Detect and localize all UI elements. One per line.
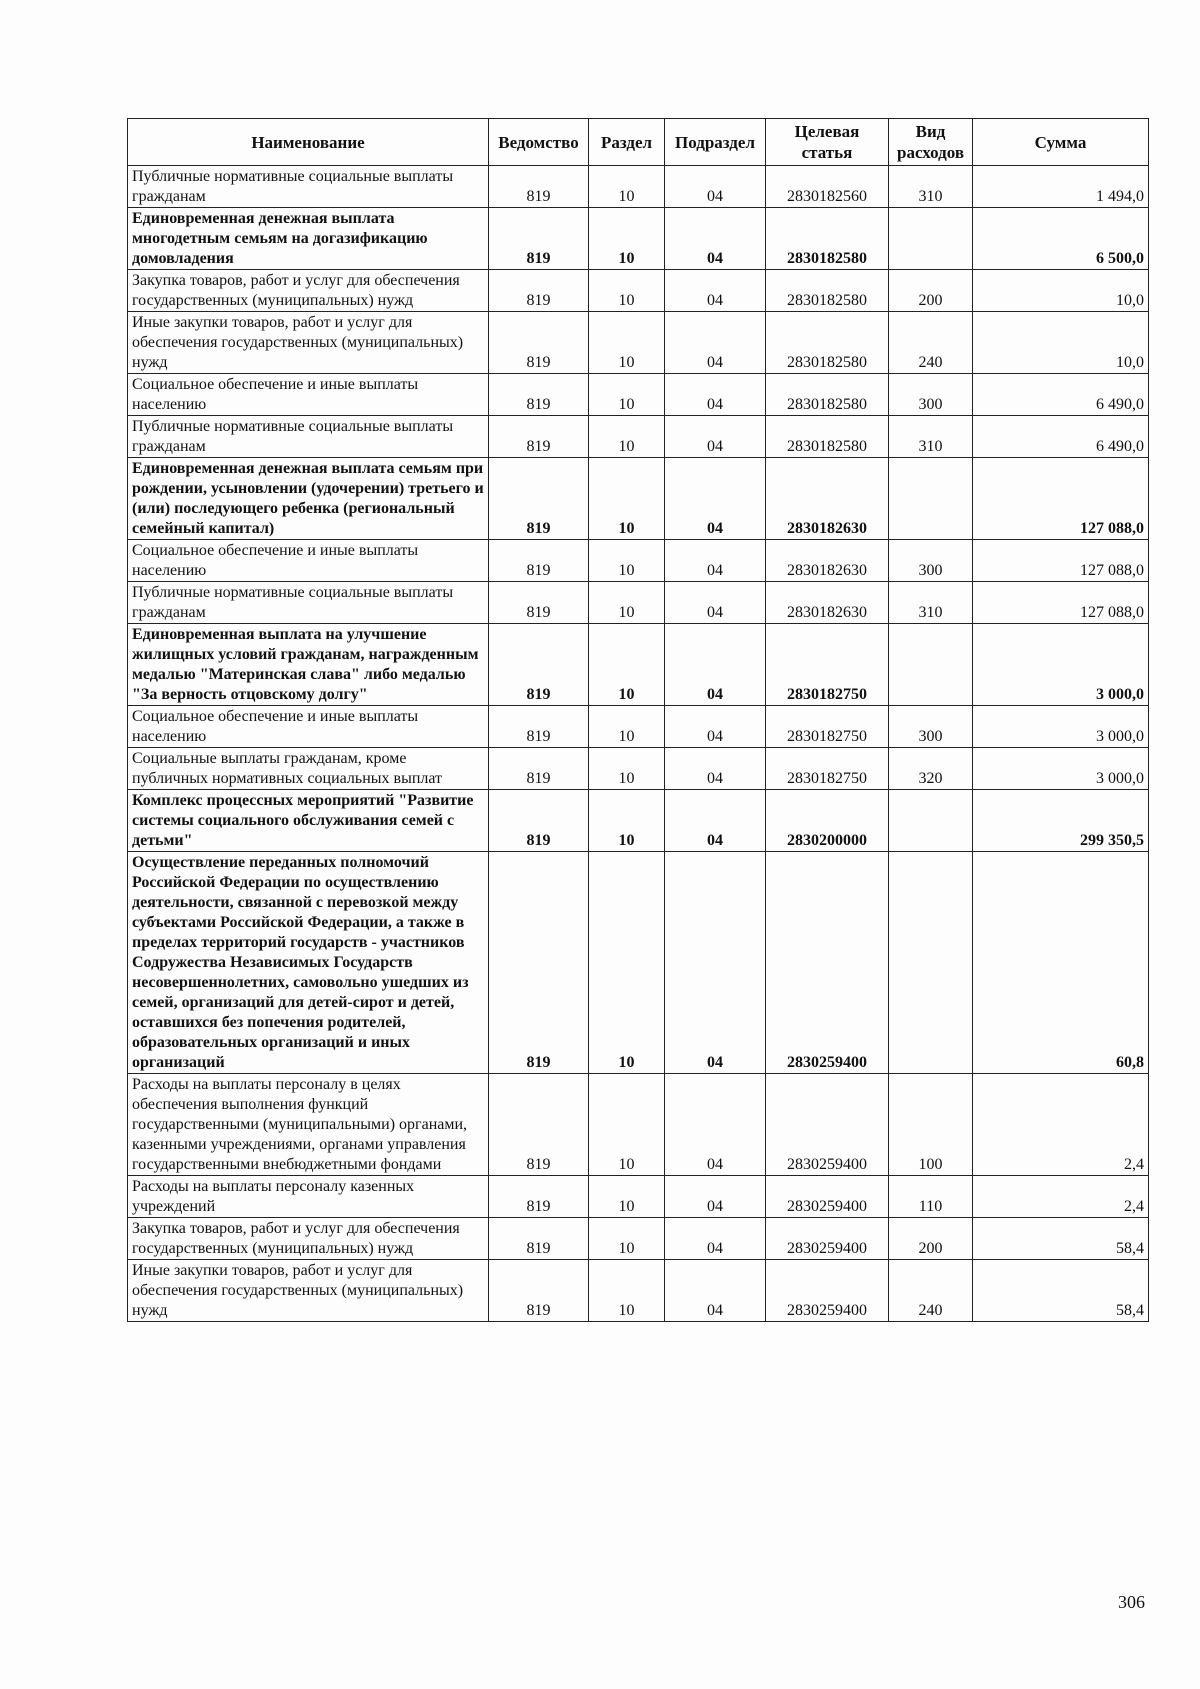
header-row bbox=[128, 119, 1149, 166]
table-row bbox=[128, 1260, 1149, 1322]
cell-razdel: 10 bbox=[589, 270, 665, 312]
cell-razdel: 10 bbox=[589, 790, 665, 852]
cell-summa: 60,8 bbox=[973, 852, 1149, 1074]
cell-vid-rashodov: 200 bbox=[889, 1218, 973, 1260]
cell-razdel: 10 bbox=[589, 852, 665, 1074]
page-number: 306 bbox=[1118, 1592, 1145, 1612]
cell-name: Комплекс процессных мероприятий "Развитие системы социального обслуживания семей с детьми" bbox=[128, 790, 489, 852]
table-row bbox=[128, 540, 1149, 582]
cell-celevaya-statya: 2830182750 bbox=[766, 748, 889, 790]
cell-name: Иные закупки товаров, работ и услуг для обеспечения государственных (муниципальных) нужд bbox=[128, 1260, 489, 1322]
table-row bbox=[128, 458, 1149, 540]
cell-razdel: 10 bbox=[589, 1074, 665, 1176]
cell-celevaya-statya: 2830182580 bbox=[766, 312, 889, 374]
cell-name: Расходы на выплаты персоналу в целях обеспечения выполнения функций государственными (муниципальными) органами, казенными учреждениями, органами управления государственными внебюджетными фондами bbox=[128, 1074, 489, 1176]
cell-celevaya-statya: 2830182580 bbox=[766, 416, 889, 458]
cell-summa: 3 000,0 bbox=[973, 624, 1149, 706]
cell-razdel: 10 bbox=[589, 458, 665, 540]
cell-celevaya-statya: 2830182630 bbox=[766, 458, 889, 540]
table-row bbox=[128, 1074, 1149, 1176]
cell-razdel: 10 bbox=[589, 624, 665, 706]
cell-summa: 127 088,0 bbox=[973, 540, 1149, 582]
cell-vid-rashodov: 300 bbox=[889, 706, 973, 748]
cell-vid-rashodov: 200 bbox=[889, 270, 973, 312]
cell-name: Закупка товаров, работ и услуг для обеспечения государственных (муниципальных) нужд bbox=[128, 1218, 489, 1260]
cell-podrazdel: 04 bbox=[665, 748, 766, 790]
cell-name: Осуществление переданных полномочий Российской Федерации по осуществлению деятельности, связанной с перевозкой между субъектами Российской Федерации, а также в пределах территорий государств - участников Содружества Независимых Государств несовершеннолетних, самовольно ушедших из семей, организаций для детей-сирот и детей, оставшихся без попечения родителей, образовательных организаций и иных организаций bbox=[128, 852, 489, 1074]
cell-vedomstvo: 819 bbox=[489, 790, 589, 852]
cell-vid-rashodov: 300 bbox=[889, 540, 973, 582]
cell-name: Единовременная денежная выплата многодетным семьям на догазификацию домовладения bbox=[128, 208, 489, 270]
cell-podrazdel: 04 bbox=[665, 270, 766, 312]
cell-name: Единовременная денежная выплата семьям при рождении, усыновлении (удочерении) третьего и (или) последующего ребенка (региональный семейный капитал) bbox=[128, 458, 489, 540]
cell-name: Расходы на выплаты персоналу казенных учреждений bbox=[128, 1176, 489, 1218]
cell-vid-rashodov: 310 bbox=[889, 416, 973, 458]
cell-vedomstvo: 819 bbox=[489, 166, 589, 208]
cell-celevaya-statya: 2830200000 bbox=[766, 790, 889, 852]
header-name: Наименование bbox=[128, 119, 489, 166]
cell-celevaya-statya: 2830259400 bbox=[766, 1260, 889, 1322]
budget-table bbox=[127, 118, 1149, 1322]
cell-name: Социальное обеспечение и иные выплаты населению bbox=[128, 540, 489, 582]
cell-celevaya-statya: 2830182750 bbox=[766, 624, 889, 706]
cell-vedomstvo: 819 bbox=[489, 1218, 589, 1260]
table-row bbox=[128, 312, 1149, 374]
cell-razdel: 10 bbox=[589, 540, 665, 582]
table-row bbox=[128, 416, 1149, 458]
cell-celevaya-statya: 2830182580 bbox=[766, 270, 889, 312]
cell-summa: 58,4 bbox=[973, 1260, 1149, 1322]
cell-name: Публичные нормативные социальные выплаты гражданам bbox=[128, 582, 489, 624]
cell-vid-rashodov: 240 bbox=[889, 312, 973, 374]
cell-summa: 1 494,0 bbox=[973, 166, 1149, 208]
cell-summa: 10,0 bbox=[973, 312, 1149, 374]
cell-vedomstvo: 819 bbox=[489, 270, 589, 312]
cell-summa: 2,4 bbox=[973, 1176, 1149, 1218]
cell-podrazdel: 04 bbox=[665, 208, 766, 270]
cell-name: Социальные выплаты гражданам, кроме публичных нормативных социальных выплат bbox=[128, 748, 489, 790]
cell-razdel: 10 bbox=[589, 748, 665, 790]
cell-celevaya-statya: 2830182630 bbox=[766, 582, 889, 624]
cell-name: Публичные нормативные социальные выплаты гражданам bbox=[128, 166, 489, 208]
cell-celevaya-statya: 2830182580 bbox=[766, 208, 889, 270]
cell-celevaya-statya: 2830182750 bbox=[766, 706, 889, 748]
cell-vedomstvo: 819 bbox=[489, 624, 589, 706]
cell-name: Социальное обеспечение и иные выплаты населению bbox=[128, 374, 489, 416]
cell-podrazdel: 04 bbox=[665, 166, 766, 208]
cell-razdel: 10 bbox=[589, 312, 665, 374]
cell-summa: 299 350,5 bbox=[973, 790, 1149, 852]
cell-razdel: 10 bbox=[589, 1218, 665, 1260]
cell-vedomstvo: 819 bbox=[489, 416, 589, 458]
cell-vedomstvo: 819 bbox=[489, 706, 589, 748]
cell-razdel: 10 bbox=[589, 1260, 665, 1322]
cell-vedomstvo: 819 bbox=[489, 748, 589, 790]
cell-summa: 6 500,0 bbox=[973, 208, 1149, 270]
cell-podrazdel: 04 bbox=[665, 458, 766, 540]
cell-vid-rashodov: 110 bbox=[889, 1176, 973, 1218]
cell-vid-rashodov: 310 bbox=[889, 166, 973, 208]
table-row bbox=[128, 166, 1149, 208]
table-row bbox=[128, 208, 1149, 270]
cell-vedomstvo: 819 bbox=[489, 582, 589, 624]
cell-vedomstvo: 819 bbox=[489, 374, 589, 416]
cell-vid-rashodov: 300 bbox=[889, 374, 973, 416]
cell-vid-rashodov: 240 bbox=[889, 1260, 973, 1322]
cell-podrazdel: 04 bbox=[665, 1218, 766, 1260]
table-row bbox=[128, 706, 1149, 748]
header-podrazdel: Подраздел bbox=[665, 119, 766, 166]
header-celevaya-statya: Целевая статья bbox=[766, 119, 889, 166]
cell-name: Публичные нормативные социальные выплаты гражданам bbox=[128, 416, 489, 458]
cell-celevaya-statya: 2830182560 bbox=[766, 166, 889, 208]
cell-razdel: 10 bbox=[589, 416, 665, 458]
cell-podrazdel: 04 bbox=[665, 416, 766, 458]
cell-celevaya-statya: 2830259400 bbox=[766, 1176, 889, 1218]
header-vedomstvo: Ведомство bbox=[489, 119, 589, 166]
table-row bbox=[128, 852, 1149, 1074]
cell-podrazdel: 04 bbox=[665, 582, 766, 624]
table-row bbox=[128, 748, 1149, 790]
cell-razdel: 10 bbox=[589, 166, 665, 208]
cell-vid-rashodov: 320 bbox=[889, 748, 973, 790]
cell-celevaya-statya: 2830259400 bbox=[766, 1218, 889, 1260]
cell-vedomstvo: 819 bbox=[489, 1260, 589, 1322]
cell-summa: 58,4 bbox=[973, 1218, 1149, 1260]
cell-name: Социальное обеспечение и иные выплаты населению bbox=[128, 706, 489, 748]
cell-razdel: 10 bbox=[589, 706, 665, 748]
cell-celevaya-statya: 2830182580 bbox=[766, 374, 889, 416]
cell-vedomstvo: 819 bbox=[489, 1176, 589, 1218]
cell-razdel: 10 bbox=[589, 1176, 665, 1218]
cell-vedomstvo: 819 bbox=[489, 852, 589, 1074]
cell-summa: 2,4 bbox=[973, 1074, 1149, 1176]
table-body bbox=[128, 166, 1149, 1322]
cell-podrazdel: 04 bbox=[665, 374, 766, 416]
cell-celevaya-statya: 2830182630 bbox=[766, 540, 889, 582]
cell-vid-rashodov: 310 bbox=[889, 582, 973, 624]
cell-vid-rashodov: 100 bbox=[889, 1074, 973, 1176]
cell-celevaya-statya: 2830259400 bbox=[766, 1074, 889, 1176]
cell-razdel: 10 bbox=[589, 582, 665, 624]
cell-vedomstvo: 819 bbox=[489, 1074, 589, 1176]
cell-vid-rashodov bbox=[889, 852, 973, 1074]
table-header bbox=[128, 119, 1149, 166]
cell-summa: 3 000,0 bbox=[973, 748, 1149, 790]
cell-podrazdel: 04 bbox=[665, 624, 766, 706]
cell-vedomstvo: 819 bbox=[489, 208, 589, 270]
cell-summa: 10,0 bbox=[973, 270, 1149, 312]
cell-summa: 127 088,0 bbox=[973, 458, 1149, 540]
table-row bbox=[128, 374, 1149, 416]
cell-vedomstvo: 819 bbox=[489, 458, 589, 540]
cell-razdel: 10 bbox=[589, 208, 665, 270]
cell-podrazdel: 04 bbox=[665, 1074, 766, 1176]
cell-podrazdel: 04 bbox=[665, 312, 766, 374]
cell-name: Закупка товаров, работ и услуг для обеспечения государственных (муниципальных) нужд bbox=[128, 270, 489, 312]
cell-summa: 127 088,0 bbox=[973, 582, 1149, 624]
cell-summa: 6 490,0 bbox=[973, 416, 1149, 458]
cell-summa: 6 490,0 bbox=[973, 374, 1149, 416]
cell-vid-rashodov bbox=[889, 790, 973, 852]
cell-vid-rashodov bbox=[889, 624, 973, 706]
table-row bbox=[128, 1176, 1149, 1218]
cell-vid-rashodov bbox=[889, 458, 973, 540]
cell-name: Иные закупки товаров, работ и услуг для обеспечения государственных (муниципальных) нужд bbox=[128, 312, 489, 374]
table-row bbox=[128, 790, 1149, 852]
cell-podrazdel: 04 bbox=[665, 540, 766, 582]
cell-podrazdel: 04 bbox=[665, 852, 766, 1074]
header-summa: Сумма bbox=[973, 119, 1149, 166]
cell-podrazdel: 04 bbox=[665, 790, 766, 852]
cell-razdel: 10 bbox=[589, 374, 665, 416]
cell-vedomstvo: 819 bbox=[489, 540, 589, 582]
cell-podrazdel: 04 bbox=[665, 1176, 766, 1218]
header-vid-rashodov: Вид расходов bbox=[889, 119, 973, 166]
cell-summa: 3 000,0 bbox=[973, 706, 1149, 748]
cell-vid-rashodov bbox=[889, 208, 973, 270]
cell-podrazdel: 04 bbox=[665, 706, 766, 748]
table-row bbox=[128, 624, 1149, 706]
cell-podrazdel: 04 bbox=[665, 1260, 766, 1322]
header-razdel: Раздел bbox=[589, 119, 665, 166]
table-row bbox=[128, 1218, 1149, 1260]
cell-name: Единовременная выплата на улучшение жилищных условий гражданам, награжденным медалью "Материнская слава" либо медалью "За верность отцовскому долгу" bbox=[128, 624, 489, 706]
table-row bbox=[128, 582, 1149, 624]
cell-celevaya-statya: 2830259400 bbox=[766, 852, 889, 1074]
table-row bbox=[128, 270, 1149, 312]
cell-vedomstvo: 819 bbox=[489, 312, 589, 374]
